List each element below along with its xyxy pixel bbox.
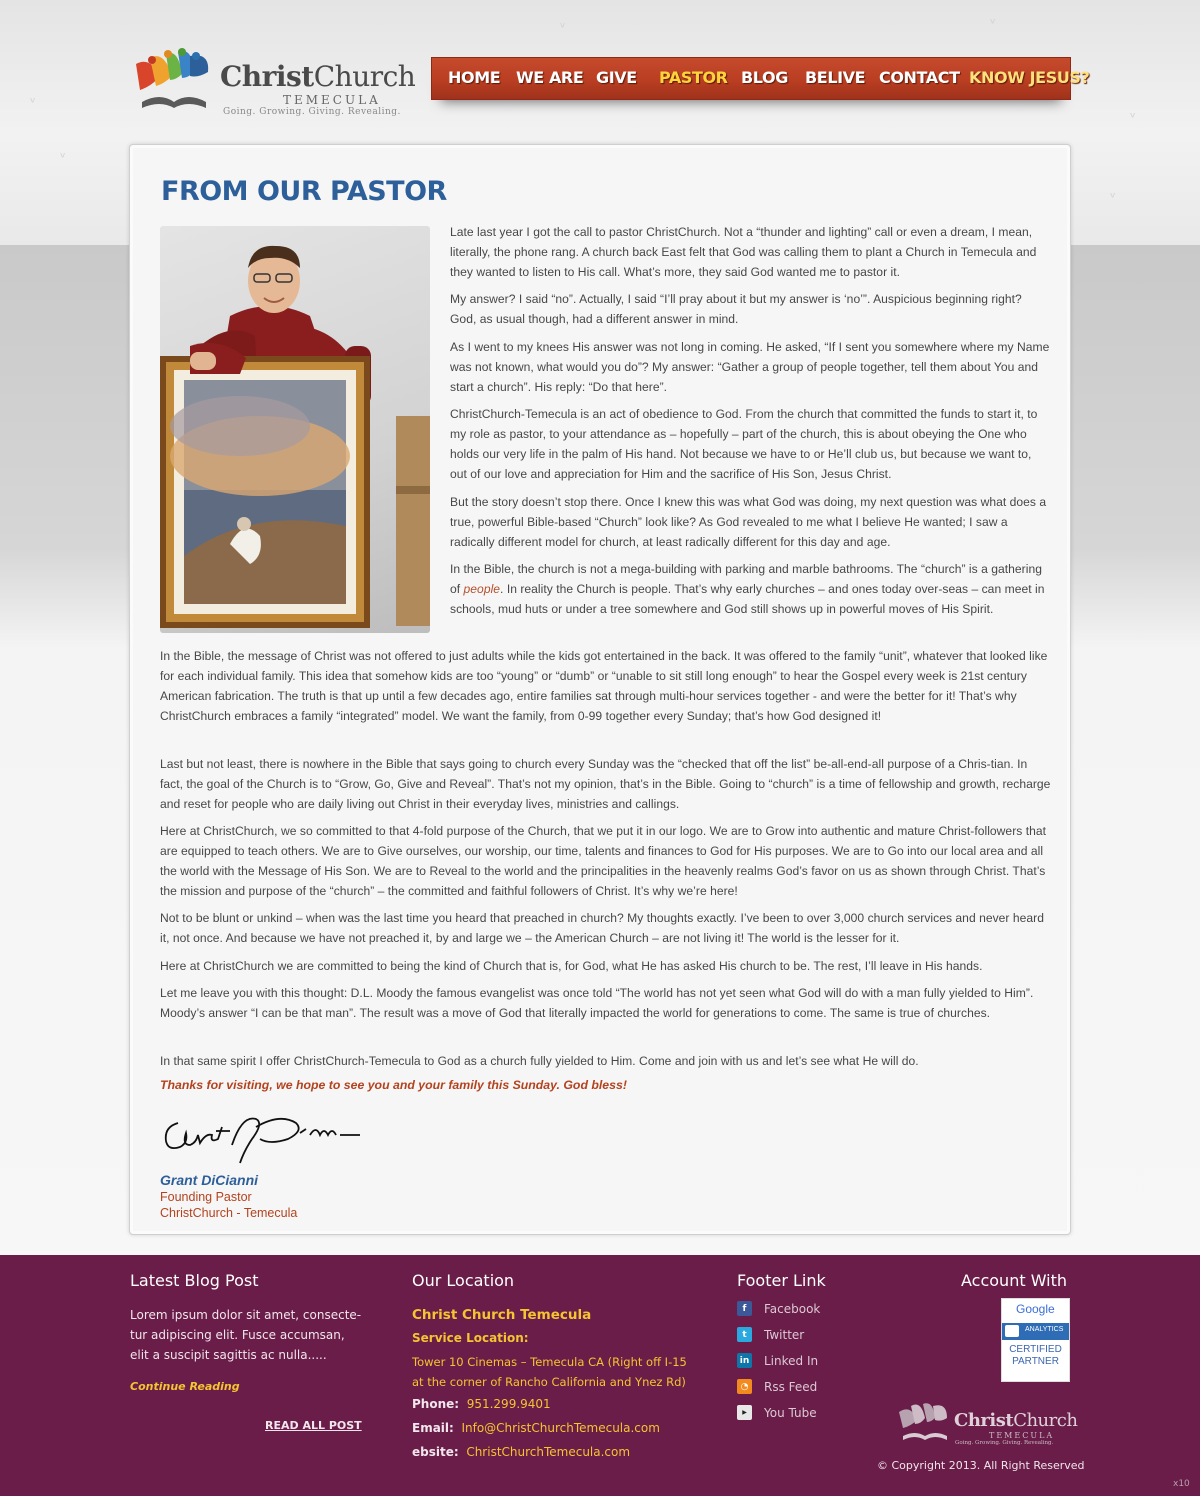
signature-title: Founding Pastor (160, 1190, 252, 1204)
copyright-text: © Copyright 2013. All Right Reserved (877, 1459, 1085, 1472)
article-paragraph: ChristChurch-Temecula is an act of obedience to God. From the church that committed the funds to start it, to my role as pastor, to your attendance as – hopefully – part of the church, this is about obeying the One who holds our very life in the palm of His hand. Not because we have to or He’ll club us, but because we want to, out of our love and appreciation for Him and the sacrifice of His Son, Jesus Christ. (450, 407, 1038, 481)
article-paragraph: Last but not least, there is nowhere in the Bible that says going to church every Sunday was the “checked that off the list” be-all-end-all purpose of a Chris-tian. In fact, the goal of the Church is to “Grow, Go, Give and Reveal”. That’s not my opinion, that’s in the Bible. Going to “church” is a time of fellowship and growth, recharge and reset for people who are daily living out Christ in their everyday lives, ministries and callings. (160, 757, 1051, 811)
nav-know-jesus[interactable]: KNOW JESUS? (969, 68, 1090, 87)
email-row (412, 1418, 660, 1438)
footer-blog-excerpt: Lorem ipsum dolor sit amet, consecte-tur adipiscing elit. Fusce accumsan, elit a suscipit sagittis ac nulla..... (130, 1308, 362, 1362)
footer-logo-name-bold: Christ (954, 1410, 1014, 1431)
badge-certified-line1: CERTIFIED (1009, 1344, 1062, 1355)
badge-certified-line2: PARTNER (1012, 1356, 1059, 1367)
corner-marker: x10 (1173, 1479, 1190, 1489)
phone-value[interactable]: 951.299.9401 (466, 1397, 551, 1411)
email-link[interactable]: Info@ChristChurchTemecula.com (461, 1421, 660, 1435)
footer-logo-mark-icon (895, 1398, 955, 1446)
bird-decoration: ᵛ (30, 95, 36, 111)
linkedin-icon: in (737, 1353, 752, 1368)
signature-image (160, 1105, 365, 1170)
pastor-photo (160, 226, 430, 633)
article-paragraph (450, 559, 1050, 619)
signature-name: Grant DiCianni (160, 1172, 259, 1188)
logo-tagline: Going. Growing. Giving. Revealing. (223, 107, 401, 117)
badge-analytics-text: ANALYTICS (1025, 1326, 1064, 1333)
continue-reading-link[interactable]: Continue Reading (130, 1380, 240, 1393)
footer-location-heading: Our Location (412, 1271, 515, 1290)
article-paragraph: In the Bible, the message of Christ was not offered to just adults while the kids got entertained in the back. It was offered to the family “unit”, whatever that looked like for each individual family. This idea that somehow kids are too “young” or “dumb” or “unable to sit still long enough” to hear the Gospel every week is 21st century American fabrication. The truth is that up until a few decades ago, entire families sat through multi-hour services together - and were the better for it! That’s why ChristChurch embraces a family “integrated” model. We want the family, from 0-99 together every Sunday; that’s how God designed it! (160, 649, 1048, 723)
paragraph-part: . In reality the Church is people. That’s why early churches – and ones today over-seas – can meet in schools, mud huts or under a tree somewhere and God still shows up in powerful moves of His Spirit. (450, 582, 1045, 616)
website-label: ebsite: (412, 1445, 459, 1459)
nav-home[interactable]: HOME (448, 68, 501, 87)
footer-link-label: You Tube (764, 1405, 817, 1420)
footer-blog-heading: Latest Blog Post (130, 1271, 259, 1290)
signature-org: ChristChurch - Temecula (160, 1206, 298, 1220)
church-logo[interactable] (130, 46, 416, 121)
article-paragraph: My answer? I said “no”. Actually, I said “I’ll pray about it but my answer is ‘no’”. Auspicious beginning right? God, as usual though, had a different answer in mind. (450, 292, 1022, 326)
footer-link-youtube[interactable] (737, 1405, 817, 1420)
footer-links-heading: Footer Link (737, 1271, 826, 1290)
footer-logo-subtitle: TEMECULA (989, 1431, 1055, 1440)
emphasis-people: people (463, 582, 501, 596)
pastor-photo-illustration (160, 226, 430, 633)
bird-decoration: ᵛ (1130, 110, 1136, 126)
paragraph-part: In the Bible, the church is not a mega-building with parking and marble bathrooms. The “church” is a gathering of (450, 562, 1042, 596)
article-paragraph: Here at ChristChurch, we so committed to that 4-fold purpose of the Church, that we put it in our logo. We are to Grow into authentic and mature Christ-followers that are equipped to teach others. We are to Give ourselves, our worship, our time, talents and finances to God for His purposes. We are to Go into our local area and all the world with the Message of His Son. We are to Reveal to the world and the principalities in the heavenly realms God’s favor on us as shown through Christ. That’s the mission and purpose of the “church” – the committed and faithful followers of Christ. It’s why we’re here! (160, 824, 1047, 898)
analytics-chart-icon (1005, 1325, 1019, 1337)
nav-belive[interactable]: BELIVE (805, 68, 866, 87)
bird-decoration: ᵛ (560, 20, 566, 36)
location-address: Tower 10 Cinemas – Temecula CA (Right off I-15 at the corner of Rancho California and Ynez Rd) (412, 1355, 687, 1389)
email-label: Email: (412, 1421, 454, 1435)
logo-name-bold: Christ (220, 60, 314, 93)
thanks-message: Thanks for visiting, we hope to see you and your family this Sunday. God bless! (160, 1078, 627, 1092)
location-name: Christ Church Temecula (412, 1307, 592, 1323)
nav-pastor[interactable]: PASTOR (659, 68, 728, 87)
article-paragraph: Late last year I got the call to pastor ChristChurch. Not a “thunder and lighting” call or even a dream, I mean, literally, the phone rang. A church back East felt that God was calling them to plant a Church in Temecula and they wanted to listen to His call. What’s more, they said God wanted me to pastor it. (450, 225, 1037, 279)
website-link[interactable]: ChristChurchTemecula.com (466, 1445, 631, 1459)
footer-link-label: Rss Feed (764, 1379, 818, 1394)
badge-analytics-bar (1002, 1323, 1069, 1340)
footer-logo-name (954, 1410, 1077, 1431)
article-paragraph: Let me leave you with this thought: D.L. Moody the famous evangelist was once told “The world has not yet seen what God will do with a man fully yielded to Him”. Moody’s answer “I can be that man”. The result was a move of God that literally impacted the world for generations to come. The same is true of churches. (160, 986, 1034, 1020)
bird-decoration: ᵛ (1110, 190, 1116, 206)
bird-decoration: ᵛ (990, 16, 996, 32)
footer-link-facebook[interactable] (737, 1301, 820, 1316)
phone-label: Phone: (412, 1397, 460, 1411)
logo-mark-icon (130, 46, 218, 116)
article-paragraph: Not to be blunt or unkind – when was the last time you heard that preached in church? My thoughts exactly. I’ve been to over 3,000 church services and never heard it, not once. And because we have not preached it, by and large we – the American Church – are not living it! The world is the lesser for it. (160, 911, 1044, 945)
footer-link-rss[interactable] (737, 1379, 817, 1394)
signature-role (160, 1189, 297, 1221)
badge-google-text: Google (1016, 1302, 1055, 1316)
footer-logo-tagline: Going. Growing. Giving. Revealing. (955, 1440, 1054, 1446)
nav-contact[interactable]: CONTACT (879, 68, 960, 87)
article-paragraph: But the story doesn’t stop there. Once I knew this was what God was doing, my next question was what does a true, powerful Bible-based “Church” look like? As God revealed to me what I believe He wanted; I saw a radically different model for church, at least radically different for this day and age. (450, 495, 1047, 549)
google-analytics-badge[interactable] (1001, 1298, 1070, 1382)
footer-account-heading: Account With (961, 1271, 1068, 1290)
footer-link-label: Facebook (764, 1301, 821, 1316)
facebook-icon: f (737, 1301, 752, 1316)
footer-link-label: Linked In (764, 1353, 819, 1368)
service-location-label: Service Location: (412, 1331, 529, 1345)
twitter-icon: t (737, 1327, 752, 1342)
main-navigation (431, 57, 1090, 100)
article-paragraph: Here at ChristChurch we are committed to being the kind of Church that is, for God, what He has asked His church to be. The rest, I’ll leave in His hands. (160, 959, 983, 973)
footer-link-linkedin[interactable] (737, 1353, 818, 1368)
footer-logo[interactable] (895, 1398, 1078, 1448)
footer-logo-name-rest: Church (1013, 1410, 1078, 1431)
rss-icon: ◔ (737, 1379, 752, 1394)
logo-subtitle: TEMECULA (283, 93, 381, 107)
page-title: FROM OUR PASTOR (161, 176, 447, 207)
youtube-icon: ▶ (737, 1405, 752, 1420)
nav-we-are[interactable]: WE ARE (516, 68, 584, 87)
website-row (412, 1442, 630, 1462)
nav-give[interactable]: GIVE (596, 68, 637, 87)
nav-blog[interactable]: BLOG (741, 68, 788, 87)
logo-name-rest: Church (313, 60, 416, 93)
footer-link-twitter[interactable] (737, 1327, 804, 1342)
phone-row (412, 1394, 551, 1414)
bird-decoration: ᵛ (60, 150, 66, 166)
read-all-post-link[interactable]: READ ALL POST (265, 1419, 362, 1432)
article-paragraph: As I went to my knees His answer was not long in coming. He asked, “If I sent you somewhere where my Name was not known, what would you do”? My answer: “Gather a group of people together, tell them about You and start a church”. His reply: “Do that here”. (450, 340, 1050, 394)
footer-link-label: Twitter (764, 1327, 805, 1342)
article-paragraph: In that same spirit I offer ChristChurch-Temecula to God as a church fully yielded to Him. Come and join with us and let’s see what He will do. (160, 1054, 919, 1068)
logo-name (220, 62, 415, 92)
badge-certified (1002, 1344, 1069, 1368)
